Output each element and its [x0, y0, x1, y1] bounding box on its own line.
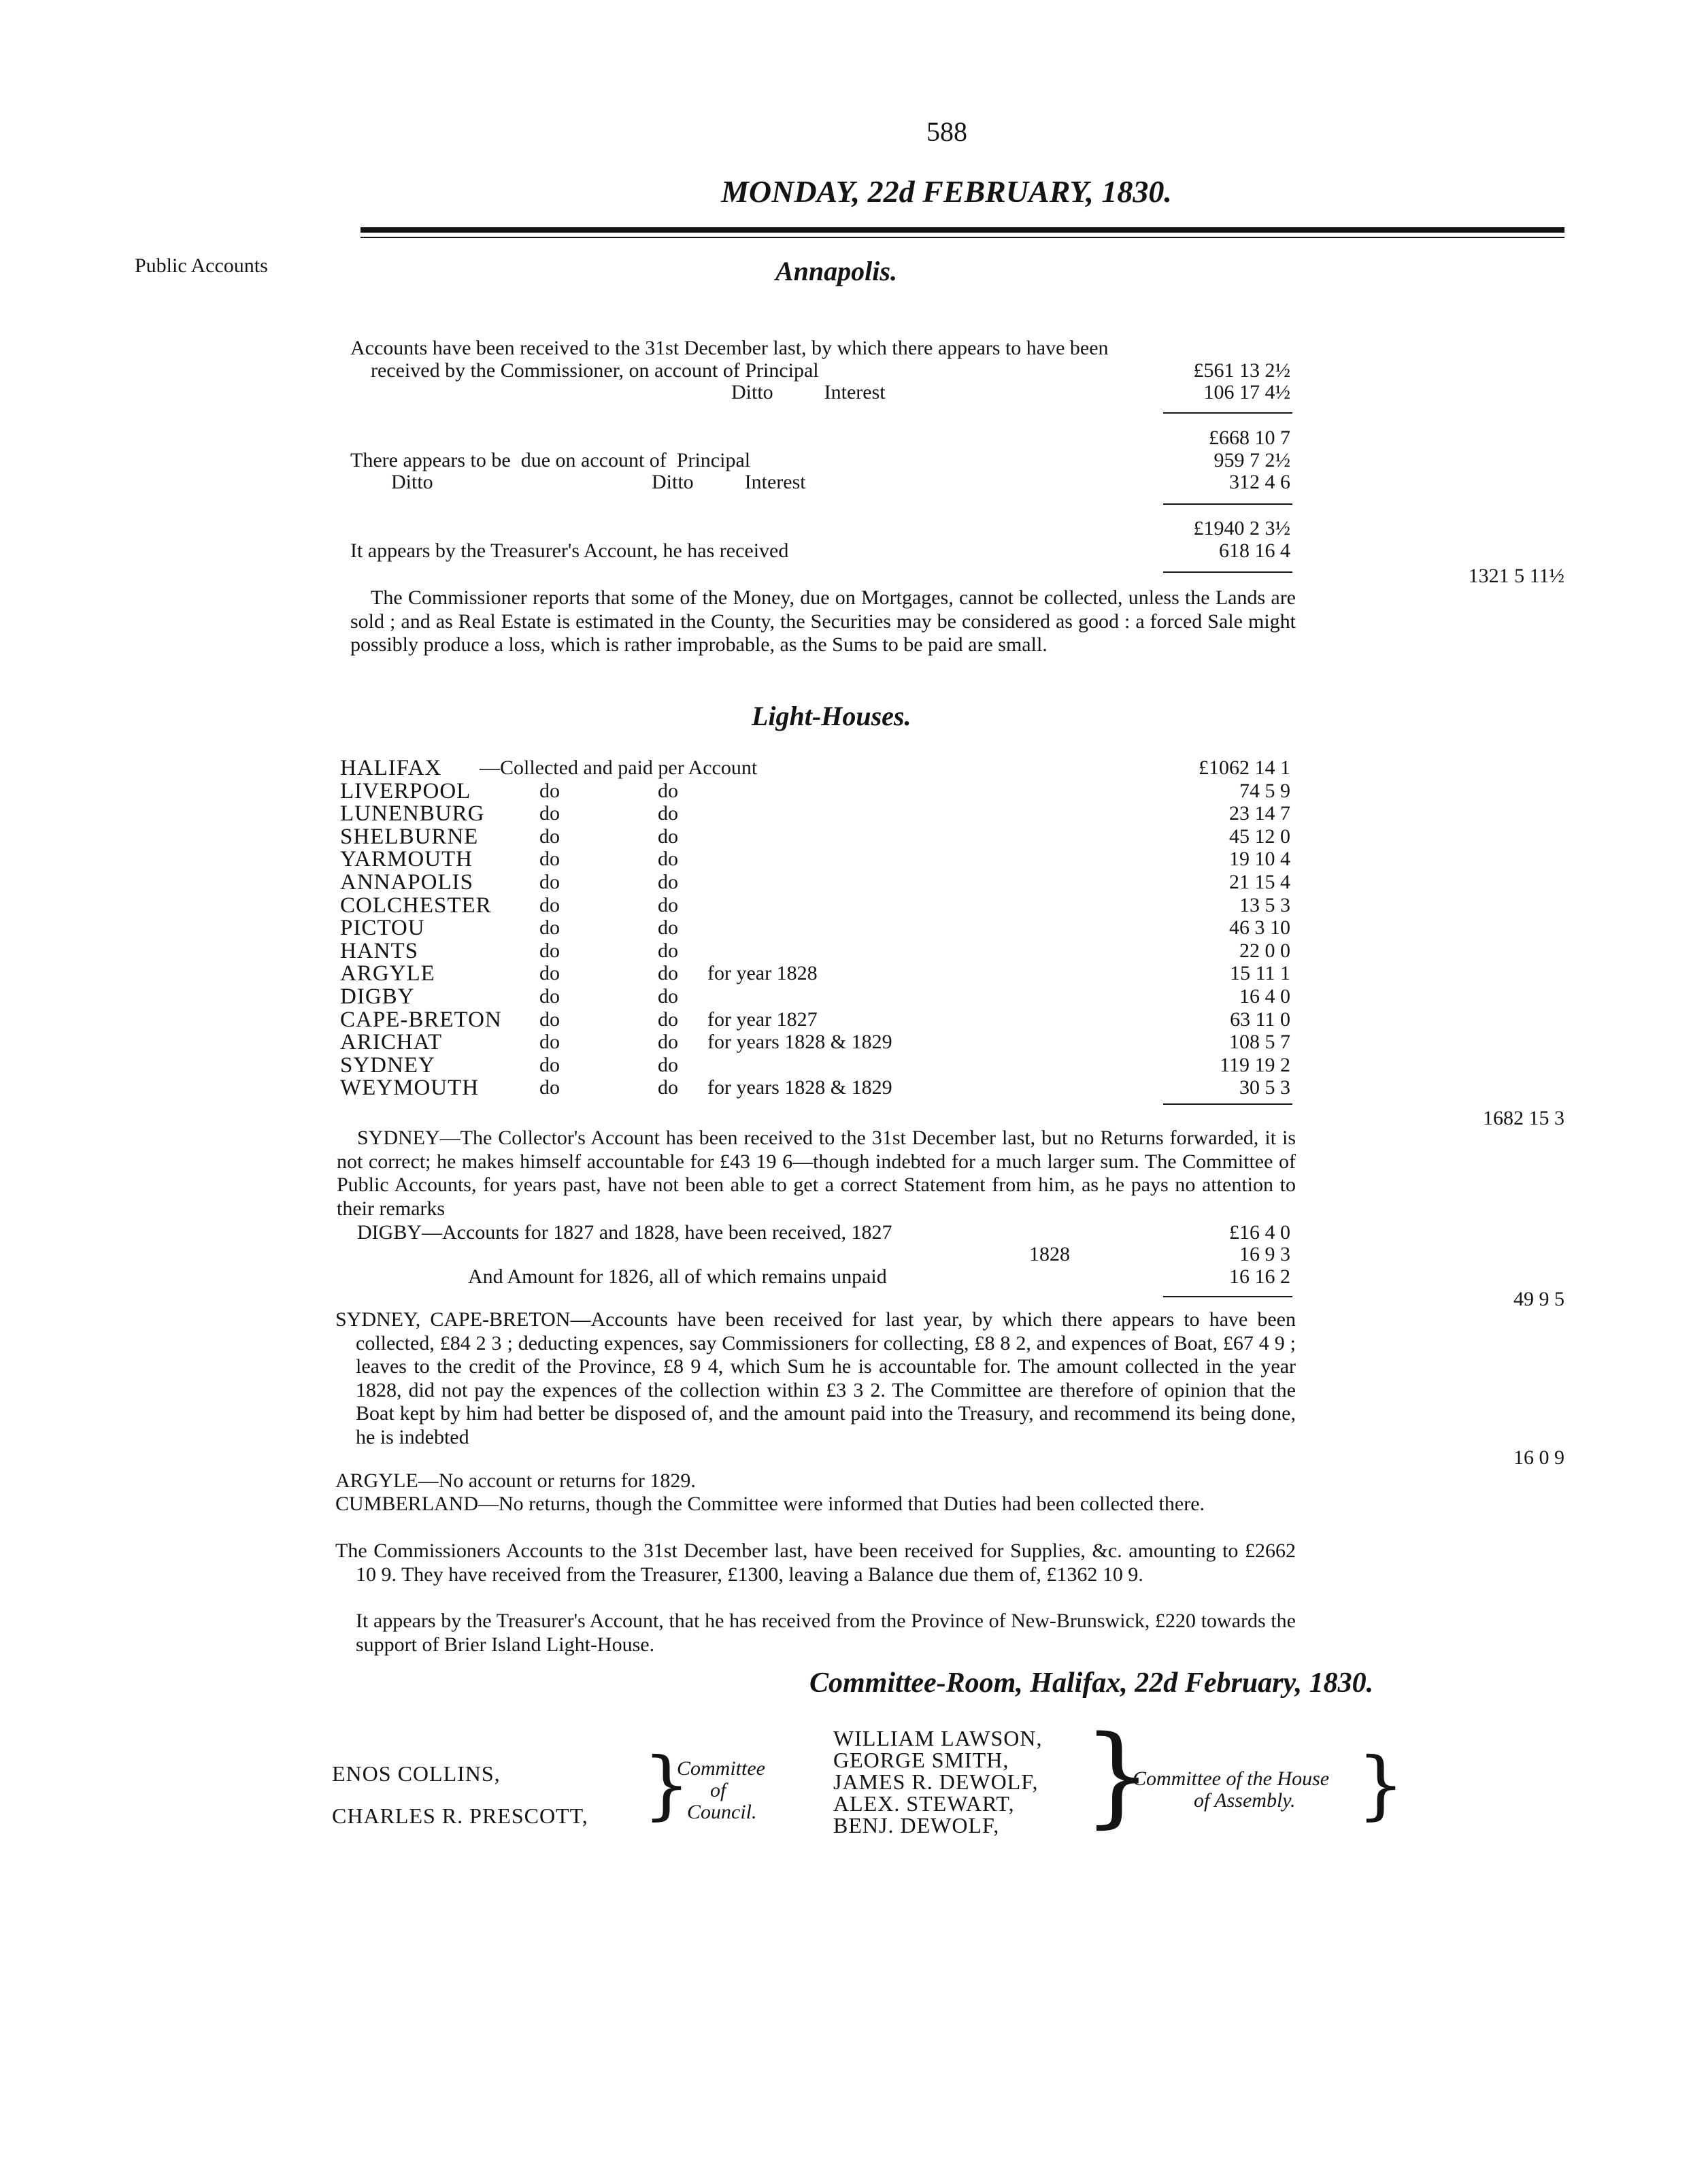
annapolis-paragraph	[350, 586, 1296, 657]
council-label-1: Committee	[677, 1757, 765, 1780]
lighthouses-rule	[1163, 1103, 1292, 1105]
header-rule-thick	[361, 227, 1564, 233]
annapolis-heading: Annapolis.	[775, 256, 897, 286]
lighthouse-name: PICTOU	[340, 916, 425, 940]
sydney-paragraph-text: SYDNEY—The Collector's Account has been received to the 31st December last, but no Returns forwarded, it is not correct; he makes himself accountable for £43 19 6—though indebted for a much larger sum. The Committee of Public Accounts, for years past, have not been able to get a correct Statement from him, as he pays no attention to their remarks	[337, 1127, 1296, 1220]
lighthouse-do-1: do	[539, 825, 560, 848]
commissioners-note	[335, 1540, 1296, 1586]
lighthouse-amount: 23 14 7	[1229, 802, 1290, 825]
lighthouse-name: HALIFAX	[340, 756, 442, 780]
digby-line1: DIGBY—Accounts for 1827 and 1828, have been received, 1827	[357, 1221, 892, 1244]
lighthouse-name: SHELBURNE	[340, 825, 479, 849]
annapolis-treasurer-amount: 618 16 4	[1219, 539, 1290, 562]
annapolis-total: £1940 2 3½	[1193, 517, 1290, 539]
lighthouse-do-1: do	[539, 1008, 560, 1031]
lighthouse-do-2: do	[658, 825, 678, 848]
lighthouse-do-1: do	[539, 1054, 560, 1076]
lighthouse-amount: 22 0 0	[1239, 939, 1290, 962]
lighthouse-name: LIVERPOOL	[340, 779, 471, 803]
lighthouse-name: WEYMOUTH	[340, 1076, 480, 1100]
lighthouse-name: COLCHESTER	[340, 893, 492, 918]
lighthouse-do-1: do	[539, 1031, 560, 1053]
council-label-3: Council.	[687, 1801, 757, 1823]
lighthouse-amount: 13 5 3	[1239, 894, 1290, 916]
cape-breton-paragraph-text: SYDNEY, CAPE-BRETON—Accounts have been received for last year, by which there appears to have been collected, £84 2 3 ; deducting expences, say Commissioners for collecting, £8 8 2, and expences of Boat, £67 4 9 ; leaves to the credit of the Province, £8 9 4, which Sum he is accountable for. The amount collected in the year 1828, did not pay the expences of the collection within £3 3 2. The Committee are therefore of opinion that the Boat kept by him had better be disposed of, and the amount paid into the Treasury, and recommend its being done, he is indebted	[335, 1308, 1296, 1448]
lighthouse-note: for years 1828 & 1829	[707, 1076, 892, 1099]
lighthouse-name: HANTS	[340, 939, 419, 963]
page-number: 588	[926, 116, 967, 147]
cape-breton-right-total: 16 0 9	[1513, 1446, 1564, 1469]
annapolis-right-total: 1321 5 11½	[1468, 565, 1564, 587]
lighthouse-do-1: do	[539, 780, 560, 802]
lighthouse-do-2: do	[658, 939, 678, 962]
lighthouse-amount: 15 11 1	[1230, 962, 1290, 984]
lighthouse-amount: 19 10 4	[1229, 848, 1290, 870]
annapolis-received-interest: 106 17 4½	[1203, 381, 1290, 403]
assembly-brace-left: }	[1083, 1712, 1152, 1839]
annapolis-received-line1: Accounts have been received to the 31st December last, by which there appears to have been	[350, 337, 1109, 359]
lighthouse-do-2: do	[658, 871, 678, 893]
lighthouse-name: ARICHAT	[340, 1030, 443, 1054]
lighthouse-do-2: do	[658, 1054, 678, 1076]
lighthouse-do-1: do	[539, 894, 560, 916]
lighthouse-do-1: do	[539, 1076, 560, 1099]
lighthouse-do-2: do	[658, 802, 678, 825]
annapolis-ditto-interest: Ditto Interest	[731, 381, 886, 403]
signoff-place-date: Committee-Room, Halifax, 22d February, 1830.	[809, 1667, 1374, 1699]
lighthouse-do-1: do	[539, 871, 560, 893]
annapolis-received-line2: received by the Commissioner, on account of Principal	[371, 359, 819, 382]
cumberland-note-text: CUMBERLAND—No returns, though the Committee were informed that Duties had been collected there.	[335, 1493, 1205, 1515]
assembly-member-5: BENJ. DEWOLF,	[833, 1813, 1000, 1837]
digby-amount-1827: £16 4 0	[1229, 1221, 1290, 1244]
lighthouse-name: LUNENBURG	[340, 801, 485, 826]
assembly-member-2: GEORGE SMITH,	[833, 1748, 1009, 1772]
lighthouse-do-2: do	[658, 962, 678, 984]
lighthouse-do-1: do	[539, 939, 560, 962]
argyle-note-text: ARGYLE—No account or returns for 1829.	[335, 1469, 696, 1492]
lighthouse-do-1: do	[539, 962, 560, 984]
council-member-2: CHARLES R. PRESCOTT,	[332, 1803, 588, 1828]
lighthouse-do-1: do	[539, 985, 560, 1008]
lighthouse-amount: 119 19 2	[1220, 1054, 1290, 1076]
lighthouse-amount: 74 5 9	[1239, 780, 1290, 802]
digby-amount-1826: 16 16 2	[1229, 1265, 1290, 1288]
lighthouse-do-2: do	[658, 894, 678, 916]
lighthouse-amount: 30 5 3	[1239, 1076, 1290, 1099]
council-brace: }	[643, 1741, 690, 1828]
council-label-2: of	[710, 1779, 726, 1801]
lighthouse-do-2: do	[658, 1031, 678, 1053]
annapolis-paragraph-text: The Commissioner reports that some of the Money, due on Mortgages, cannot be collected, unless the Lands are sold ; and as Real Estate is estimated in the County, the Securities may be considered as good : a forced Sale might possibly produce a loss, which is rather improbable, as the Sums to be paid are small.	[350, 586, 1296, 656]
lighthouse-amount: 108 5 7	[1229, 1031, 1290, 1053]
cumberland-note	[335, 1493, 1296, 1516]
treasurer-note-text: It appears by the Treasurer's Account, that he has received from the Province of New-Brunswick, £220 towards the support of Brier Island Light-House.	[356, 1610, 1296, 1656]
commissioners-note-text: The Commissioners Accounts to the 31st December last, have been received for Supplies, &c. amounting to £2662 10 9. They have received from the Treasurer, £1300, leaving a Balance due them of, £1362 10 9.	[335, 1540, 1296, 1586]
assembly-brace-right: }	[1357, 1741, 1405, 1828]
lighthouse-do-2: do	[658, 916, 678, 939]
digby-rule	[1163, 1296, 1292, 1297]
lighthouse-amount: 16 4 0	[1239, 985, 1290, 1008]
annapolis-treasurer-line: It appears by the Treasurer's Account, he has received	[350, 539, 789, 562]
margin-note: Public Accounts	[135, 254, 268, 277]
lighthouse-name: CAPE-BRETON	[340, 1008, 502, 1032]
lighthouse-amount: 45 12 0	[1229, 825, 1290, 848]
annapolis-due-line2-b: Ditto Interest	[652, 471, 806, 493]
annapolis-rule-1	[1163, 412, 1292, 414]
lighthouse-note: for years 1828 & 1829	[707, 1031, 892, 1053]
date-heading: MONDAY, 22d FEBRUARY, 1830.	[721, 174, 1172, 209]
assembly-member-1: WILLIAM LAWSON,	[833, 1726, 1043, 1750]
lighthouse-amount: 63 11 0	[1230, 1008, 1290, 1031]
lighthouse-note: for year 1828	[707, 962, 818, 984]
lighthouse-name: YARMOUTH	[340, 847, 473, 871]
lighthouse-first-label: —Collected and paid per Account	[480, 756, 758, 779]
council-member-1: ENOS COLLINS,	[332, 1761, 501, 1786]
lighthouse-do-1: do	[539, 916, 560, 939]
lighthouse-amount: £1062 14 1	[1199, 756, 1290, 779]
digby-year-1828: 1828	[1029, 1243, 1070, 1265]
lighthouse-name: ANNAPOLIS	[340, 870, 474, 895]
annapolis-due-line2-a: Ditto	[391, 471, 433, 493]
assembly-member-3: JAMES R. DEWOLF,	[833, 1769, 1039, 1794]
lighthouse-amount: 46 3 10	[1229, 916, 1290, 939]
lighthouse-do-2: do	[658, 1008, 678, 1031]
lighthouses-right-total: 1682 15 3	[1483, 1107, 1564, 1129]
lighthouse-name: SYDNEY	[340, 1053, 435, 1078]
treasurer-note	[335, 1610, 1296, 1657]
argyle-note	[335, 1469, 1296, 1493]
lighthouse-name: ARGYLE	[340, 961, 435, 986]
lighthouse-do-2: do	[658, 848, 678, 870]
assembly-label-1: Committee of the House	[1133, 1767, 1330, 1790]
assembly-label-2: of Assembly.	[1194, 1789, 1296, 1812]
annapolis-due-principal: 959 7 2½	[1213, 449, 1290, 471]
annapolis-subtotal: £668 10 7	[1209, 427, 1290, 449]
digby-line3: And Amount for 1826, all of which remains unpaid	[468, 1265, 887, 1288]
lighthouse-do-1: do	[539, 802, 560, 825]
lighthouse-do-2: do	[658, 985, 678, 1008]
lighthouses-heading: Light-Houses.	[752, 701, 911, 731]
sydney-paragraph	[337, 1127, 1296, 1220]
header-rule-thin	[361, 237, 1564, 238]
lighthouse-amount: 21 15 4	[1229, 871, 1290, 893]
annapolis-rule-3	[1163, 571, 1292, 573]
lighthouse-name: DIGBY	[340, 984, 415, 1009]
annapolis-received-principal: £561 13 2½	[1193, 359, 1290, 382]
annapolis-rule-2	[1163, 503, 1292, 505]
lighthouse-do-2: do	[658, 780, 678, 802]
lighthouse-do-2: do	[658, 1076, 678, 1099]
cape-breton-paragraph	[335, 1308, 1296, 1449]
lighthouse-do-1: do	[539, 848, 560, 870]
assembly-member-4: ALEX. STEWART,	[833, 1791, 1015, 1816]
annapolis-due-line1: There appears to be due on account of Principal	[350, 449, 751, 471]
digby-right-total: 49 9 5	[1513, 1288, 1564, 1310]
annapolis-due-interest: 312 4 6	[1229, 471, 1290, 493]
digby-amount-1828: 16 9 3	[1239, 1243, 1290, 1265]
lighthouse-note: for year 1827	[707, 1008, 818, 1031]
